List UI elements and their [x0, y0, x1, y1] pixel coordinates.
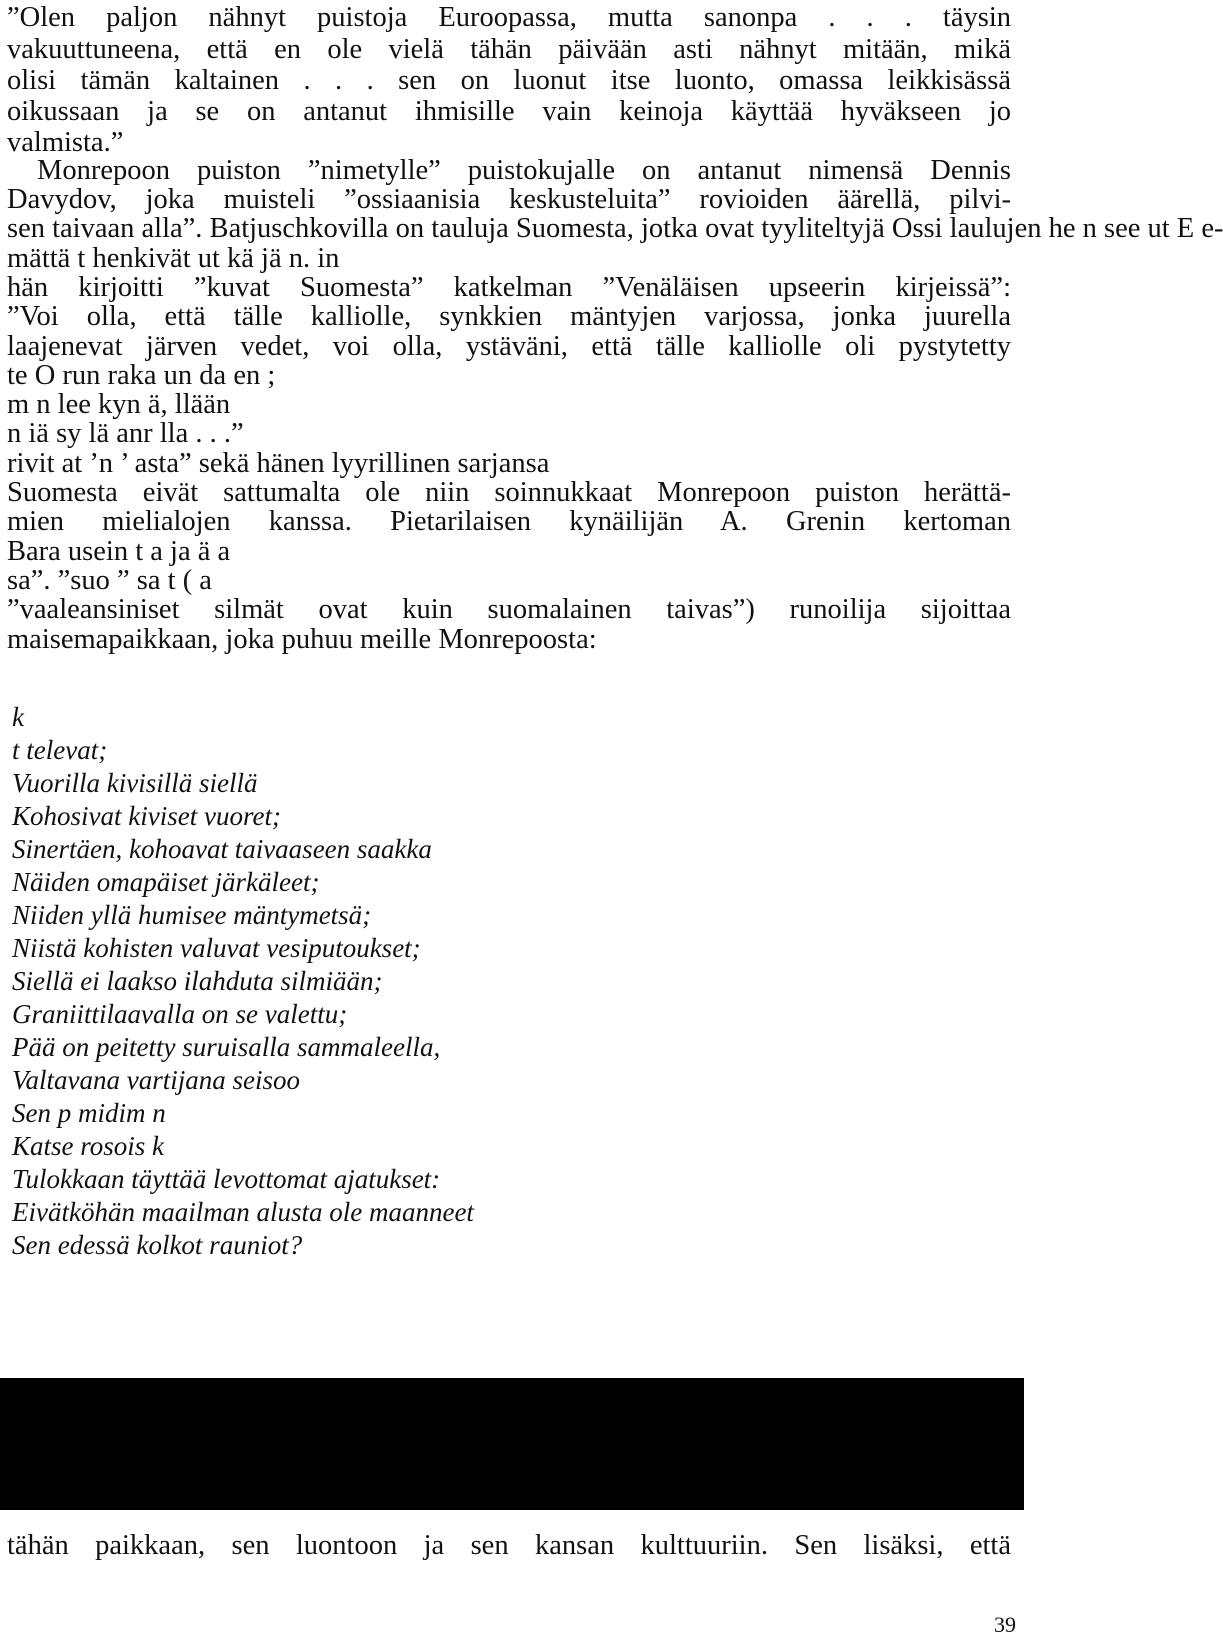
poem-line: Niiden yllä humisee mäntymetsä; [12, 900, 372, 930]
poem-line: Sen edessä kolkot rauniot? [12, 1230, 303, 1260]
text-line: mien mielialojen kanssa. Pietarilaisen kynäilijän A. Grenin kertoman [7, 506, 1011, 537]
text-line: ”Voi olla, että tälle kalliolle, synkkien mäntyjen varjossa, jonka juurella [7, 301, 1011, 332]
text-line: maisemapaikkaan, joka puhuu meille Monrepoosta: [7, 624, 597, 655]
poem-line: k [12, 702, 24, 732]
text-line: Bara usein t a ja ä a [7, 536, 231, 567]
text-line: Monrepoon puiston ”nimetylle” puistokujalle on antanut nimensä Dennis [37, 155, 1011, 186]
poem-line: t televat; [12, 735, 108, 765]
text-line: olisi tämän kaltainen . . . sen on luonut itse luonto, omassa leikkisässä [7, 65, 1011, 96]
page-number: 39 [994, 1612, 1016, 1637]
poem-line: Sinertäen, kohoavat taivaaseen saakka [12, 834, 432, 864]
text-line: ”Olen paljon nähnyt puistoja Euroopassa, mutta sanonpa . . . täysin [7, 2, 1011, 33]
text-line: tähän paikkaan, sen luontoon ja sen kansan kulttuuriin. Sen lisäksi, että [7, 1530, 1011, 1561]
poem-line: Kohosivat kiviset vuoret; [12, 801, 281, 831]
text-line: oikussaan ja se on antanut ihmisille vain keinoja käyttää hyväkseen jo [7, 96, 1011, 127]
poem-line: Valtavana vartijana seisoo [12, 1065, 300, 1095]
text-line: valmista.” [7, 127, 124, 158]
poem-line: Graniittilaavalla on se valettu; [12, 999, 348, 1029]
text-line: te O run raka un da en ; [7, 360, 276, 391]
text-line: n iä sy lä anr lla . . .” [7, 418, 244, 449]
text-line: sen taivaan alla”. Batjuschkovilla on tauluja Suomesta, jotka ovat tyyliteltyjä Ossi laulujen he n see ut E e- [7, 213, 1223, 244]
poem-line: Näiden omapäiset järkäleet; [12, 867, 320, 897]
text-line: ”vaaleansiniset silmät ovat kuin suomalainen taivas”) runoilija sijoittaa [7, 594, 1011, 625]
poem-line: Tulokkaan täyttää levottomat ajatukset: [12, 1164, 441, 1194]
poem-line: Vuorilla kivisillä siellä [12, 768, 258, 798]
text-line: laajenevat järven vedet, voi olla, ystäväni, että tälle kalliolle oli pystytetty [7, 331, 1011, 362]
text-line: m n lee kyn ä, llään [7, 389, 231, 420]
text-line: rivit at ’n ’ asta” sekä hänen lyyrillinen sarjansa [7, 448, 550, 479]
poem-line: Katse rosois k [12, 1131, 165, 1161]
poem-line: Sen p midim n [12, 1098, 166, 1128]
poem-line: Pää on peitetty suruisalla sammaleella, [12, 1032, 441, 1062]
text-line: sa”. ”suo ” sa t ( a [7, 565, 212, 596]
poem-line: Siellä ei laakso ilahduta silmiään; [12, 966, 383, 996]
text-line: Suomesta eivät sattumalta ole niin soinnukkaat Monrepoon puiston herättä- [7, 477, 1011, 508]
poem-line: Niistä kohisten valuvat vesiputoukset; [12, 933, 421, 963]
text-line: mättä t henkivät ut kä jä n. in [7, 243, 340, 274]
text-line: Davydov, joka muisteli ”ossiaanisia keskusteluita” rovioiden äärellä, pilvi- [7, 184, 1011, 215]
text-line: vakuuttuneena, että en ole vielä tähän päivään asti nähnyt mitään, mikä [7, 34, 1011, 65]
black-redaction-block [0, 1378, 1024, 1510]
text-line: hän kirjoitti ”kuvat Suomesta” katkelman ”Venäläisen upseerin kirjeissä”: [7, 272, 1011, 303]
poem-line: Eivätköhän maailman alusta ole maanneet [12, 1197, 474, 1227]
